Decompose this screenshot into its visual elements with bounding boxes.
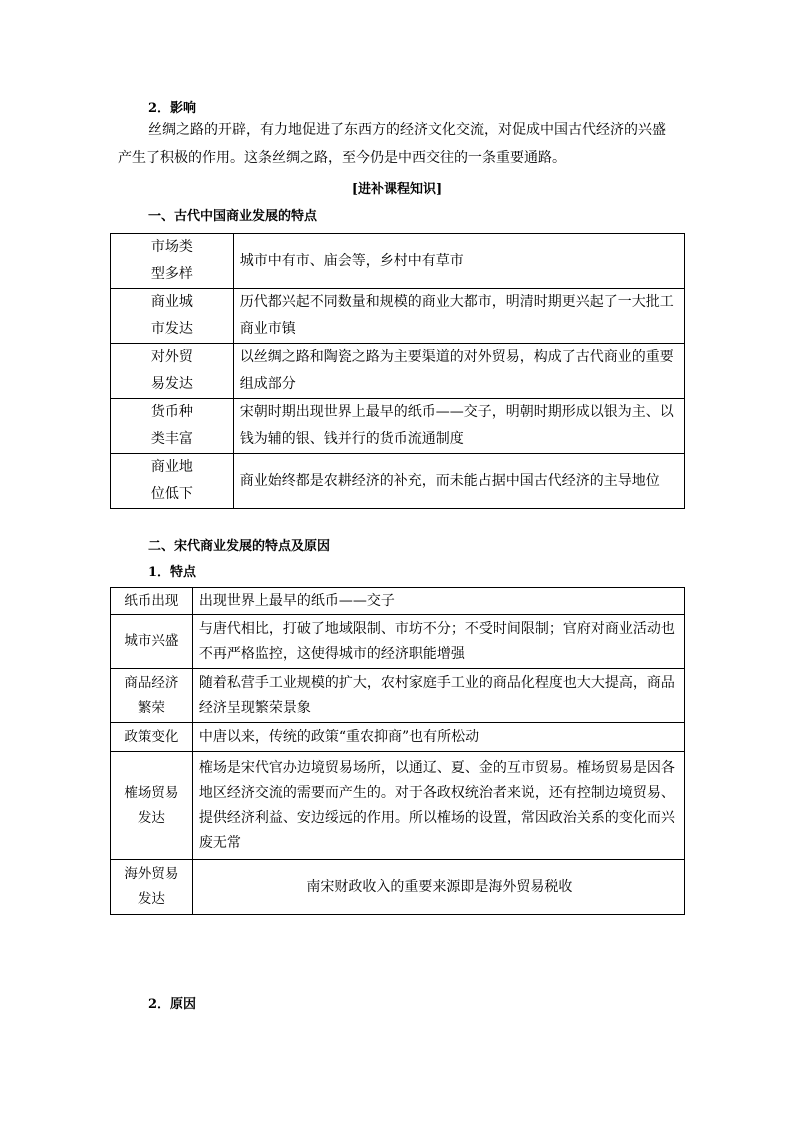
row-content <box>192 752 684 860</box>
reason-heading: 2．原因 <box>148 997 197 1012</box>
table-row <box>111 454 685 509</box>
content-line: 中唐以来，传统的政策“重农抑商”也有所松动 <box>198 728 480 745</box>
label-line: 易发达 <box>150 376 193 392</box>
content-line: 出现世界上最早的纸币——交子 <box>198 592 395 609</box>
label-line: 对外贸 <box>150 349 193 365</box>
row-label <box>111 669 193 723</box>
table-row <box>111 344 685 399</box>
influence-paragraph-line1: 丝绸之路的开辟，有力地促进了东西方的经济文化交流，对促成中国古代经济的兴盛 <box>148 122 666 138</box>
content-line: 与唐代相比，打破了地域限制、市坊不分；不受时间限制；官府对商业活动也 <box>198 620 675 637</box>
label-line: 纸币出现 <box>124 592 179 609</box>
label-line: 市发达 <box>150 321 193 337</box>
content-line: 随着私营手工业规模的扩大，农村家庭手工业的商品化程度也大大提高，商品 <box>198 674 675 691</box>
content-line: 城市中有市、庙会等，乡村中有草市 <box>239 252 464 269</box>
label-line: 型多样 <box>150 266 193 282</box>
content-line: 商业市镇 <box>239 321 296 337</box>
content-line: 南宋财政收入的重要来源即是海外贸易税收 <box>306 878 573 895</box>
table-row <box>111 588 685 615</box>
table-row <box>111 615 685 669</box>
row-content <box>192 669 684 723</box>
row-label <box>111 723 193 752</box>
row-label <box>111 588 193 615</box>
row-content <box>233 454 684 509</box>
row-label <box>111 289 234 344</box>
label-line: 城市兴盛 <box>124 633 179 649</box>
table-row <box>111 234 685 289</box>
row-content <box>233 234 684 289</box>
label-line: 政策变化 <box>124 728 179 745</box>
label-line: 货币种 <box>150 404 193 420</box>
label-line: 发达 <box>137 809 165 826</box>
row-content <box>233 399 684 454</box>
song-commerce-table <box>110 587 685 915</box>
influence-paragraph-line2: 产生了积极的作用。这条丝绸之路，至今仍是中西交往的一条重要通路。 <box>118 150 566 166</box>
section-two-subheading: 1．特点 <box>148 565 197 580</box>
table-row <box>111 723 685 752</box>
row-content <box>233 289 684 344</box>
content-line: 宋朝时期出现世界上最早的纸币——交子，明朝时期形成以银为主、以 <box>239 404 674 420</box>
section-one-heading: 一、古代中国商业发展的特点 <box>148 209 318 224</box>
label-line: 繁荣 <box>137 699 165 716</box>
content-line: 地区经济交流的需要而产生的。对于各政权统治者来说，还有控制边境贸易、 <box>198 784 675 801</box>
row-label <box>111 454 234 509</box>
table-row <box>111 752 685 860</box>
label-line: 榷场贸易 <box>124 784 179 801</box>
row-content <box>192 860 684 915</box>
content-line: 提供经济利益、安边绥远的作用。所以榷场的设置，常因政治关系的变化而兴 <box>198 809 675 826</box>
label-line: 商业地 <box>150 459 193 475</box>
label-line: 位低下 <box>150 486 193 502</box>
content-line: 不再严格监控，这使得城市的经济职能增强 <box>198 645 465 662</box>
row-content <box>192 588 684 615</box>
label-line: 商业城 <box>150 294 193 310</box>
row-label <box>111 344 234 399</box>
content-line: 历代都兴起不同数量和规模的商业大都市，明清时期更兴起了一大批工 <box>239 294 674 310</box>
row-label <box>111 399 234 454</box>
supplement-title: [进补课程知识] <box>351 182 443 197</box>
content-line: 榷场是宋代官办边境贸易场所，以通辽、夏、金的互市贸易。榷场贸易是因各 <box>198 759 675 776</box>
label-line: 类丰富 <box>150 431 193 447</box>
row-label <box>111 860 193 915</box>
section-two-heading: 二、宋代商业发展的特点及原因 <box>148 539 331 554</box>
row-label <box>111 752 193 860</box>
content-line: 经济呈现繁荣景象 <box>198 699 311 716</box>
content-line: 组成部分 <box>239 376 296 392</box>
influence-heading: 2．影响 <box>148 101 197 116</box>
row-label <box>111 615 193 669</box>
row-content <box>192 615 684 669</box>
table-row <box>111 399 685 454</box>
label-line: 市场类 <box>150 239 193 255</box>
commerce-features-table <box>110 233 685 509</box>
label-line: 商品经济 <box>124 674 179 691</box>
row-content <box>233 344 684 399</box>
row-content <box>192 723 684 752</box>
content-line: 废无常 <box>198 834 241 851</box>
content-line: 钱为辅的银、钱并行的货币流通制度 <box>239 431 464 447</box>
label-line: 发达 <box>137 891 165 907</box>
content-line: 商业始终都是农耕经济的补充，而未能占据中国古代经济的主导地位 <box>239 472 660 489</box>
row-label <box>111 234 234 289</box>
label-line: 海外贸易 <box>124 866 179 882</box>
table-row <box>111 860 685 915</box>
table-row <box>111 289 685 344</box>
content-line: 以丝绸之路和陶瓷之路为主要渠道的对外贸易，构成了古代商业的重要 <box>239 349 674 365</box>
table-row <box>111 669 685 723</box>
